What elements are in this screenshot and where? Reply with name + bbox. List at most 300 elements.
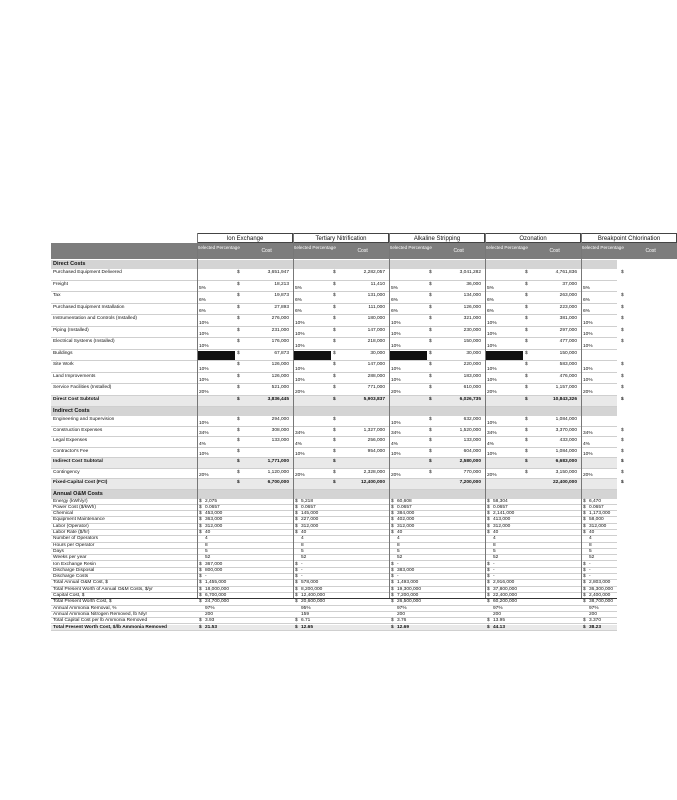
dollar-cell: $: [429, 448, 432, 454]
value-cell: -: [205, 574, 207, 580]
group-header: Ion Exchange: [197, 233, 293, 243]
value-cell: 24,700,000: [205, 599, 230, 605]
dollar-cell: $: [333, 373, 336, 379]
value-cell: 97%: [397, 605, 407, 611]
pct-cell: 10%: [487, 420, 497, 426]
cost-cell: 180,000: [367, 316, 385, 321]
value-cell: 367,000: [205, 561, 223, 567]
dollar-cell: $: [237, 362, 240, 367]
dollar-cell: $: [237, 480, 240, 485]
dollar-cell: $: [525, 417, 528, 422]
value-cell: 4: [397, 536, 400, 542]
section-header: Direct Costs: [51, 260, 617, 269]
pct-cell: 5%: [199, 286, 206, 291]
value-cell: 0.0657: [589, 504, 604, 510]
pct-cell: 10%: [199, 378, 209, 383]
row-label: Service Facilities (Installed): [53, 385, 112, 390]
value-cell: 8: [493, 542, 496, 548]
dollar-cell: $: [487, 593, 490, 598]
pct-cell: 10%: [391, 420, 401, 426]
value-cell: 312,000: [301, 523, 319, 529]
dollar-cell: $: [525, 438, 528, 443]
dollar-cell: $: [429, 270, 432, 275]
value-cell: 4: [493, 536, 496, 542]
dollar-cell: $: [391, 624, 394, 630]
value-cell: 38.23: [589, 624, 602, 630]
dollar-cell: $: [333, 417, 336, 422]
dollar-cell: $: [391, 511, 394, 517]
value-cell: 5: [397, 548, 400, 554]
row-label: Days: [53, 548, 64, 554]
dollar-cell: $: [429, 362, 432, 367]
redaction-block: [293, 351, 331, 361]
value-cell: 58,304: [493, 498, 508, 504]
cost-cell: 133,000: [463, 438, 481, 443]
cost-cell: 18,213: [274, 281, 289, 287]
pct-cell: 6%: [199, 297, 206, 303]
dollar-cell: $: [583, 504, 586, 510]
pct-cell: 10%: [295, 332, 305, 337]
dollar-cell: $: [295, 523, 298, 529]
cost-header: Cost: [624, 243, 677, 259]
group-header: Breakpoint Chlorination: [581, 233, 677, 243]
table-row: [51, 281, 617, 293]
dollar-cell: $: [237, 417, 240, 422]
dollar-cell: $: [199, 580, 202, 586]
value-cell: 97%: [589, 605, 599, 611]
dollar-cell: $: [333, 281, 336, 287]
cost-cell: 1,771,000: [267, 459, 289, 464]
pct-cell: 5%: [295, 286, 302, 291]
dollar-cell: $: [429, 373, 432, 379]
row-label: Purchased Equipment Delivered: [53, 270, 122, 275]
column-divider: [293, 233, 294, 599]
dollar-cell: $: [333, 316, 336, 321]
table-row: [51, 350, 617, 362]
dollar-cell: $: [487, 580, 490, 586]
dollar-cell: $: [487, 599, 490, 605]
row-label: Hours per Operator: [53, 542, 95, 548]
cost-cell: 133,000: [271, 438, 289, 443]
dollar-cell: $: [391, 561, 394, 567]
dollar-cell: $: [237, 448, 240, 454]
cost-cell: 37,000: [562, 281, 577, 287]
cost-cell: 294,000: [271, 417, 289, 422]
pct-cell: 10%: [583, 332, 593, 337]
value-cell: 5: [205, 548, 208, 554]
dollar-cell: $: [429, 304, 432, 310]
value-cell: 312,000: [493, 523, 511, 529]
dollar-cell: $: [333, 480, 336, 485]
column-divider: [197, 233, 198, 599]
row-label: Total Present Worth Cost, $: [53, 599, 112, 605]
dollar-cell: $: [333, 438, 336, 443]
dollar-cell: $: [621, 469, 624, 475]
pct-cell: 10%: [391, 452, 401, 457]
dollar-cell: $: [487, 530, 490, 535]
value-cell: 8: [397, 542, 400, 548]
cost-cell: 126,000: [271, 373, 289, 379]
row-label: Electrical Systems (Installed): [53, 339, 115, 344]
value-cell: 60,608: [397, 498, 412, 504]
dollar-cell: $: [583, 561, 586, 567]
cost-cell: 477,000: [559, 339, 577, 344]
dollar-cell: $: [295, 504, 298, 510]
row-label: Direct Cost Subtotal: [53, 396, 100, 402]
cost-header: Cost: [336, 243, 389, 259]
table-row: [51, 304, 624, 316]
value-cell: 0.0657: [493, 504, 508, 510]
group-header: Tertiary Nitrification: [293, 233, 389, 243]
cost-cell: 67,873: [274, 350, 289, 356]
pct-cell: 10%: [295, 320, 305, 326]
column-divider: [581, 233, 582, 599]
row-label: Contractor's Fee: [53, 448, 89, 454]
value-cell: 52: [397, 555, 403, 561]
cost-cell: 3,651,947: [267, 270, 289, 275]
value-cell: 6.71: [301, 618, 311, 624]
label-column-header: [51, 243, 197, 259]
cost-cell: 1,327,000: [363, 427, 385, 433]
cost-cell: 381,000: [559, 316, 577, 321]
pct-cell: 10%: [295, 378, 305, 383]
pct-cell: 20%: [391, 473, 401, 478]
row-label: Annual Ammonia Removal, %: [53, 605, 117, 611]
value-cell: 52: [589, 555, 595, 561]
dollar-cell: $: [391, 618, 394, 624]
pct-cell: 10%: [295, 452, 305, 457]
row-label: Construction Expenses: [53, 427, 103, 433]
cost-cell: 2,328,000: [363, 469, 385, 475]
table-row: [51, 396, 624, 408]
cost-cell: 297,000: [559, 327, 577, 333]
value-cell: 312,000: [589, 523, 607, 529]
row-label: Legal Expenses: [53, 438, 88, 443]
dollar-cell: $: [391, 567, 394, 573]
value-cell: 5: [589, 548, 592, 554]
dollar-cell: $: [295, 561, 298, 567]
dollar-cell: $: [583, 498, 586, 504]
dollar-cell: $: [525, 396, 528, 402]
pct-cell: 10%: [295, 343, 305, 349]
cost-cell: 433,000: [559, 438, 577, 443]
value-cell: 58,000: [589, 517, 604, 523]
value-cell: 52: [493, 555, 499, 561]
pct-cell: 34%: [487, 431, 497, 436]
cost-cell: 36,000: [466, 281, 481, 287]
dollar-cell: $: [295, 517, 298, 523]
cost-cell: 183,000: [463, 373, 481, 379]
dollar-cell: $: [429, 417, 432, 422]
pct-cell: 10%: [199, 420, 209, 426]
dollar-cell: $: [487, 618, 490, 624]
pct-cell: 10%: [487, 343, 497, 349]
row-label: Total Present Worth of Annual O&M Costs, $/yr: [53, 586, 153, 592]
dollar-cell: $: [199, 574, 202, 580]
dollar-cell: $: [525, 385, 528, 390]
value-cell: -: [589, 567, 591, 573]
value-cell: 97%: [205, 605, 215, 611]
table-row: [51, 361, 624, 373]
value-cell: 6,700,000: [205, 593, 227, 598]
table-row: [51, 448, 624, 459]
cost-cell: 126,000: [463, 304, 481, 310]
value-cell: -: [397, 574, 399, 580]
value-cell: 200: [589, 611, 598, 617]
value-cell: 0.0657: [205, 504, 220, 510]
dollar-cell: $: [621, 339, 624, 344]
value-cell: 40: [397, 530, 403, 535]
value-cell: 37,800,000: [493, 586, 518, 592]
value-cell: 1,173,000: [589, 511, 611, 517]
value-cell: 312,000: [205, 523, 223, 529]
cost-cell: 230,000: [463, 327, 481, 333]
cost-cell: 3,041,282: [459, 270, 481, 275]
value-cell: 40: [301, 530, 307, 535]
value-cell: 5: [493, 548, 496, 554]
row-label: Instrumentation and Controls (Installed): [53, 316, 137, 321]
value-cell: 3.370: [589, 618, 602, 624]
dollar-cell: $: [525, 316, 528, 321]
cost-cell: 6,683,000: [555, 459, 577, 464]
pct-cell: 20%: [391, 389, 401, 395]
pct-cell: 10%: [487, 452, 497, 457]
row-label: Weeks per year: [53, 555, 87, 561]
pct-cell: 20%: [487, 473, 497, 478]
cost-cell: 521,000: [271, 385, 289, 390]
row-label: Labor (Operator): [53, 523, 89, 529]
cost-cell: 610,000: [463, 385, 481, 390]
value-cell: 0.0657: [397, 504, 412, 510]
pct-cell: 20%: [295, 389, 305, 395]
row-label: Ion Exchange Resin: [53, 561, 96, 567]
dollar-cell: $: [487, 574, 490, 580]
row-label: Number of Operators: [53, 536, 99, 542]
dollar-cell: $: [487, 561, 490, 567]
pct-cell: 34%: [583, 431, 593, 436]
group-header: Ozonation: [485, 233, 581, 243]
row-label: Purchased Equipment Installation: [53, 304, 125, 310]
value-cell: 402,000: [397, 517, 415, 523]
dollar-cell: $: [295, 599, 298, 605]
pct-cell: 6%: [583, 309, 590, 314]
pct-cell: 6%: [295, 309, 302, 314]
pct-cell: 10%: [583, 343, 593, 349]
dollar-cell: $: [583, 574, 586, 580]
row-label: Site Work: [53, 362, 74, 367]
row-label: Fixed-Capital Cost (FCI): [53, 480, 108, 485]
dollar-cell: $: [487, 504, 490, 510]
table-row: [51, 625, 617, 631]
cost-cell: 147,000: [367, 327, 385, 333]
dollar-cell: $: [429, 293, 432, 298]
value-cell: 12,400,000: [301, 593, 326, 598]
pct-cell: 5%: [487, 286, 494, 291]
dollar-cell: $: [333, 362, 336, 367]
value-cell: 52: [205, 555, 211, 561]
value-cell: 8: [589, 542, 592, 548]
dollar-cell: $: [429, 396, 432, 402]
value-cell: 2,803,000: [589, 580, 611, 586]
cost-cell: 1,157,000: [555, 385, 577, 390]
dollar-cell: $: [237, 293, 240, 298]
dollar-cell: $: [199, 618, 202, 624]
value-cell: -: [301, 561, 303, 567]
value-cell: 12.65: [301, 624, 314, 630]
pct-cell: 4%: [391, 441, 398, 447]
value-cell: 44.13: [493, 624, 506, 630]
cost-cell: 4,761,836: [555, 270, 577, 275]
cost-cell: 111,000: [368, 304, 385, 310]
row-label: Tax: [53, 293, 61, 298]
cost-cell: 3,150,000: [555, 469, 577, 475]
row-label: Piping (Installed): [53, 327, 89, 333]
value-cell: 200: [493, 611, 502, 617]
dollar-cell: $: [237, 385, 240, 390]
cost-cell: 288,000: [367, 373, 385, 379]
pct-cell: 4%: [487, 441, 494, 447]
cost-cell: 5,903,837: [363, 396, 385, 402]
dollar-cell: $: [199, 504, 202, 510]
dollar-cell: $: [621, 438, 624, 443]
dollar-cell: $: [583, 599, 586, 605]
pct-cell: 34%: [295, 431, 305, 436]
table-bottom-border: [51, 598, 617, 599]
row-label: Engineering and Supervision: [53, 417, 115, 422]
value-cell: 312,000: [397, 523, 415, 529]
dollar-cell: $: [429, 438, 432, 443]
dollar-cell: $: [429, 469, 432, 475]
value-cell: 22,400,000: [493, 593, 518, 598]
table-row: [51, 458, 624, 469]
pct-header: Selected Percentage: [389, 243, 432, 259]
section-header: Annual O&M Costs: [51, 490, 617, 499]
pct-cell: 6%: [295, 297, 302, 303]
dollar-cell: $: [525, 270, 528, 275]
dollar-cell: $: [429, 385, 432, 390]
dollar-cell: $: [621, 480, 624, 485]
pct-cell: 6%: [199, 309, 206, 314]
dollar-cell: $: [199, 498, 202, 504]
value-cell: 2,141,000: [493, 511, 515, 517]
dollar-cell: $: [199, 530, 202, 535]
cost-cell: 3,836,445: [267, 396, 289, 402]
dollar-cell: $: [237, 396, 240, 402]
dollar-cell: $: [487, 511, 490, 517]
cost-cell: 1,120,000: [267, 469, 289, 475]
dollar-cell: $: [525, 281, 528, 287]
value-cell: 3.76: [397, 618, 407, 624]
table-row: [51, 384, 624, 396]
dollar-cell: $: [525, 327, 528, 333]
dollar-cell: $: [583, 567, 586, 573]
dollar-cell: $: [199, 561, 202, 567]
dollar-cell: $: [391, 599, 394, 605]
pct-cell: 10%: [583, 378, 593, 383]
value-cell: -: [493, 574, 495, 580]
dollar-cell: $: [295, 618, 298, 624]
cost-cell: 134,000: [463, 293, 481, 298]
dollar-cell: $: [391, 504, 394, 510]
dollar-cell: $: [391, 580, 394, 586]
dollar-cell: $: [583, 618, 586, 624]
cost-cell: 12,400,000: [360, 480, 385, 485]
dollar-cell: $: [583, 523, 586, 529]
cost-cell: 954,000: [367, 448, 385, 454]
pct-cell: 10%: [487, 378, 497, 383]
dollar-cell: $: [621, 373, 624, 379]
dollar-cell: $: [333, 270, 336, 275]
dollar-cell: $: [487, 498, 490, 504]
pct-cell: 6%: [391, 309, 398, 314]
table-row: [51, 427, 624, 438]
dollar-cell: $: [391, 523, 394, 529]
cost-cell: 2,580,000: [459, 459, 481, 464]
row-label: Freight: [53, 281, 68, 287]
row-label: Contingency: [53, 469, 80, 475]
dollar-cell: $: [525, 339, 528, 344]
cost-cell: 771,000: [367, 385, 385, 390]
row-label: Power Cost ($/kWh): [53, 504, 96, 510]
pct-cell: 4%: [583, 441, 590, 447]
pct-cell: 20%: [199, 389, 209, 395]
value-cell: 6,470: [589, 498, 602, 504]
value-cell: 2,075: [205, 498, 218, 504]
dollar-cell: $: [199, 599, 202, 605]
table-row: [51, 338, 624, 350]
table-row: [51, 269, 624, 281]
dollar-cell: $: [333, 293, 336, 298]
value-cell: 38,700,000: [589, 599, 614, 605]
dollar-cell: $: [237, 304, 240, 310]
dollar-cell: $: [621, 396, 624, 402]
dollar-cell: $: [199, 511, 202, 517]
cost-cell: 176,000: [271, 339, 289, 344]
value-cell: 383,000: [397, 567, 415, 573]
dollar-cell: $: [237, 438, 240, 443]
value-cell: 2,400,000: [589, 593, 611, 598]
cost-cell: 1,084,000: [555, 417, 577, 422]
cost-cell: 150,000: [463, 339, 481, 344]
dollar-cell: $: [295, 511, 298, 517]
cost-cell: 263,000: [559, 293, 577, 298]
dollar-cell: $: [621, 316, 624, 321]
cost-cell: 604,000: [463, 448, 481, 454]
dollar-cell: $: [429, 339, 432, 344]
value-cell: 4: [589, 536, 592, 542]
cost-cell: 147,000: [367, 362, 385, 367]
dollar-cell: $: [199, 624, 202, 630]
dollar-cell: $: [333, 427, 336, 433]
cost-cell: 126,000: [271, 362, 289, 367]
dollar-cell: $: [583, 580, 586, 586]
value-cell: 145,000: [301, 511, 319, 517]
pct-cell: 20%: [199, 473, 209, 478]
dollar-cell: $: [525, 448, 528, 454]
dollar-cell: $: [295, 624, 298, 630]
value-cell: 4: [301, 536, 304, 542]
value-cell: 8,200,000: [301, 586, 323, 592]
redaction-block: [485, 351, 523, 361]
pct-cell: 4%: [295, 441, 302, 447]
dollar-cell: $: [199, 523, 202, 529]
dollar-cell: $: [333, 350, 336, 356]
dollar-cell: $: [429, 350, 432, 356]
dollar-cell: $: [487, 586, 490, 592]
dollar-cell: $: [199, 586, 202, 592]
column-divider: [485, 233, 486, 599]
pct-cell: 10%: [487, 366, 497, 372]
